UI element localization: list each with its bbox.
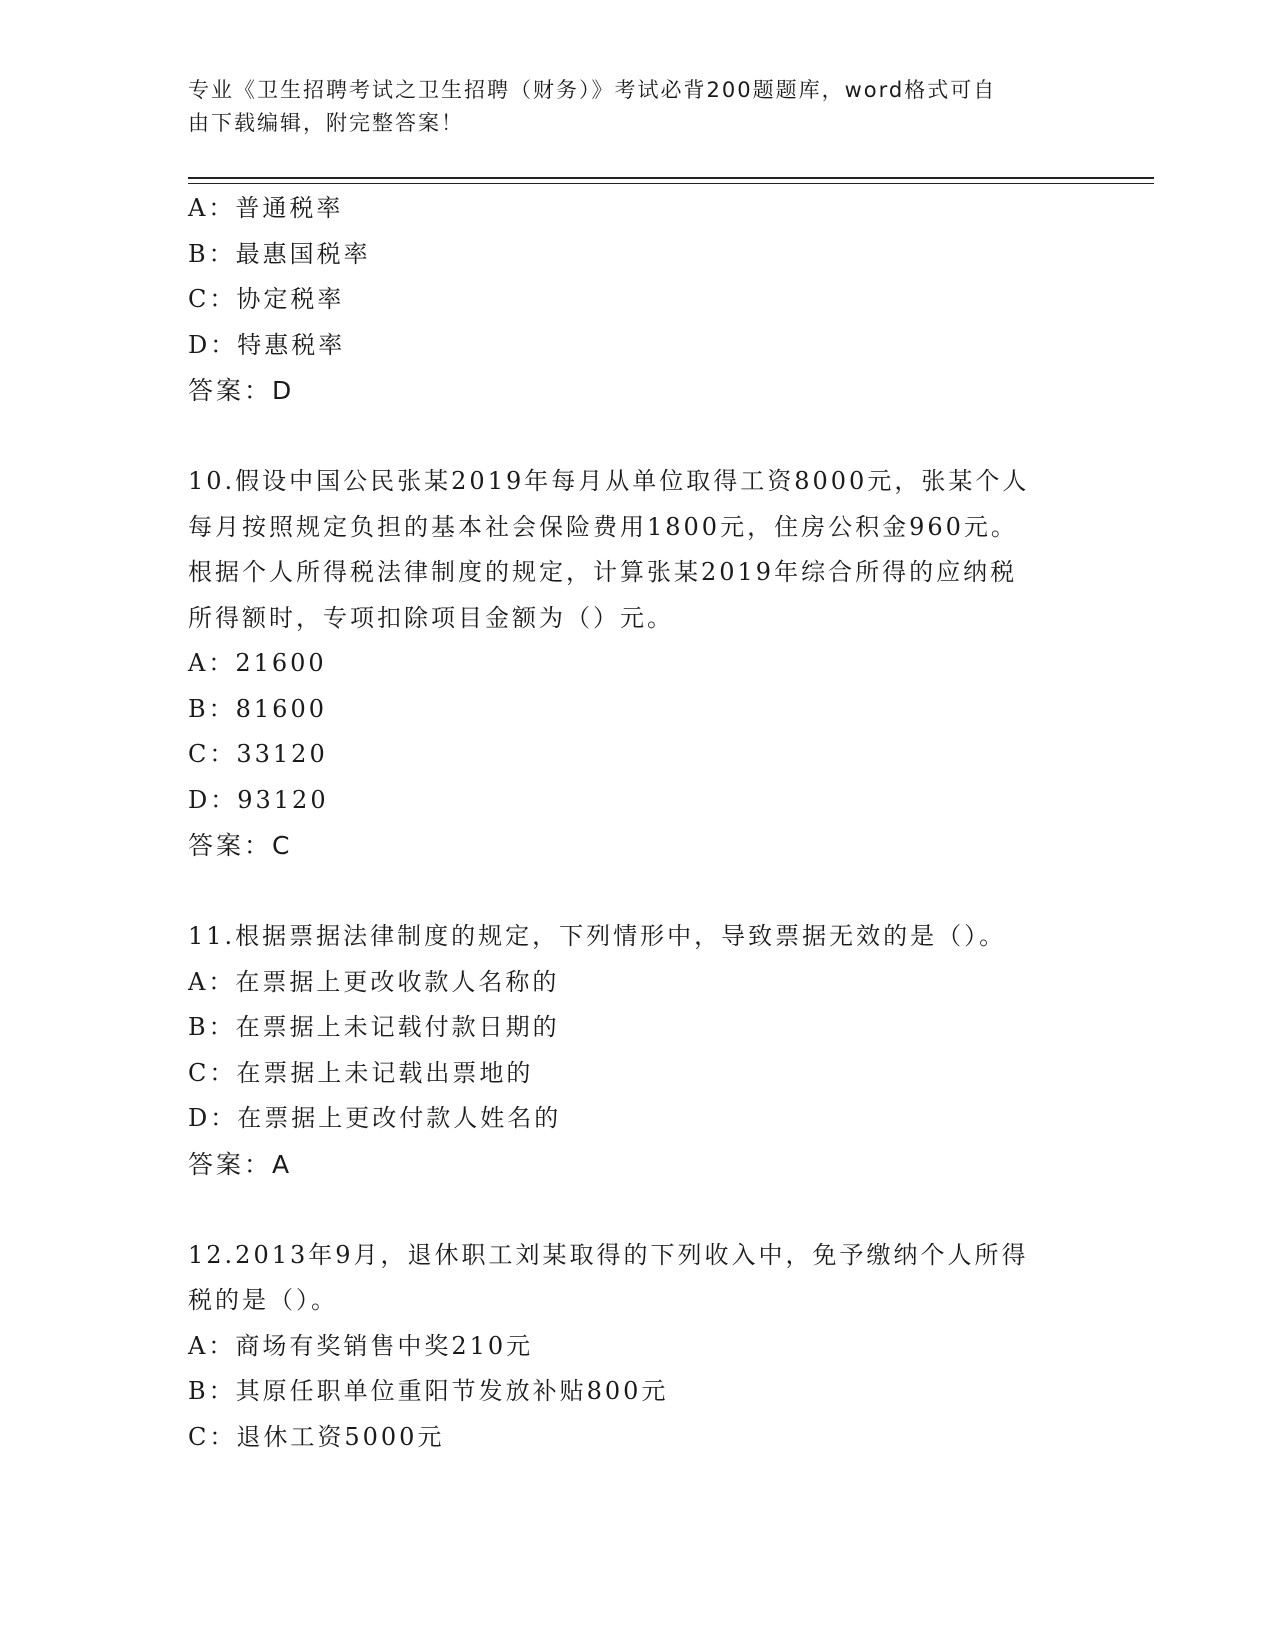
header-divider-thin	[188, 183, 1154, 184]
option-b: B：最惠国税率	[188, 239, 371, 268]
question-stem-line: 12.2013年9月，退休职工刘某取得的下列收入中，免予缴纳个人所得	[188, 1240, 1029, 1269]
question-stem-line: 10.假设中国公民张某2019年每月从单位取得工资8000元，张某个人	[188, 467, 1030, 495]
answer: 答案：C	[188, 831, 293, 860]
question-content	[188, 186, 1088, 1460]
question-11	[188, 914, 1088, 1187]
option-b: B：在票据上未记载付款日期的	[188, 1013, 560, 1041]
question-stem-line: 11.根据票据法律制度的规定，下列情形中，导致票据无效的是（）。	[188, 922, 1007, 950]
spacer	[188, 1187, 1088, 1233]
option-d: D：特惠税率	[188, 330, 346, 359]
option-a: A：21600	[188, 649, 327, 677]
question-10	[188, 459, 1088, 869]
option-d: D：在票据上更改付款人姓名的	[188, 1104, 562, 1132]
option-a: A：商场有奖销售中奖210元	[188, 1331, 534, 1360]
answer: 答案：D	[188, 376, 295, 405]
question-stem-line: 税的是（）。	[188, 1286, 338, 1314]
header-line-2: 由下载编辑，附完整答案！	[188, 111, 464, 135]
option-c: C：在票据上未记载出票地的	[188, 1058, 534, 1087]
header-line-1: 专业《卫生招聘考试之卫生招聘（财务）》考试必背200题题库，word格式可自	[188, 78, 997, 102]
option-c: C：退休工资5000元	[188, 1422, 445, 1451]
question-stem-line: 所得额时，专项扣除项目金额为（）元。	[188, 603, 674, 632]
question-12	[188, 1233, 1088, 1461]
option-a: A：普通税率	[188, 194, 344, 222]
header-divider-thick	[188, 177, 1154, 179]
option-d: D：93120	[188, 785, 329, 814]
document-header	[188, 74, 1068, 140]
option-b: B：其原任职单位重阳节发放补贴800元	[188, 1377, 669, 1405]
question-9	[188, 186, 1088, 414]
option-c: C：33120	[188, 740, 328, 768]
spacer	[188, 414, 1088, 460]
question-stem-line: 每月按照规定负担的基本社会保险费用1800元，住房公积金960元。	[188, 512, 1018, 541]
answer: 答案：A	[188, 1149, 293, 1179]
question-stem-line: 根据个人所得税法律制度的规定，计算张某2019年综合所得的应纳税	[188, 558, 1018, 586]
spacer	[188, 869, 1088, 915]
option-a: A：在票据上更改收款人名称的	[188, 967, 560, 996]
option-c: C：协定税率	[188, 285, 345, 313]
option-b: B：81600	[188, 694, 327, 723]
